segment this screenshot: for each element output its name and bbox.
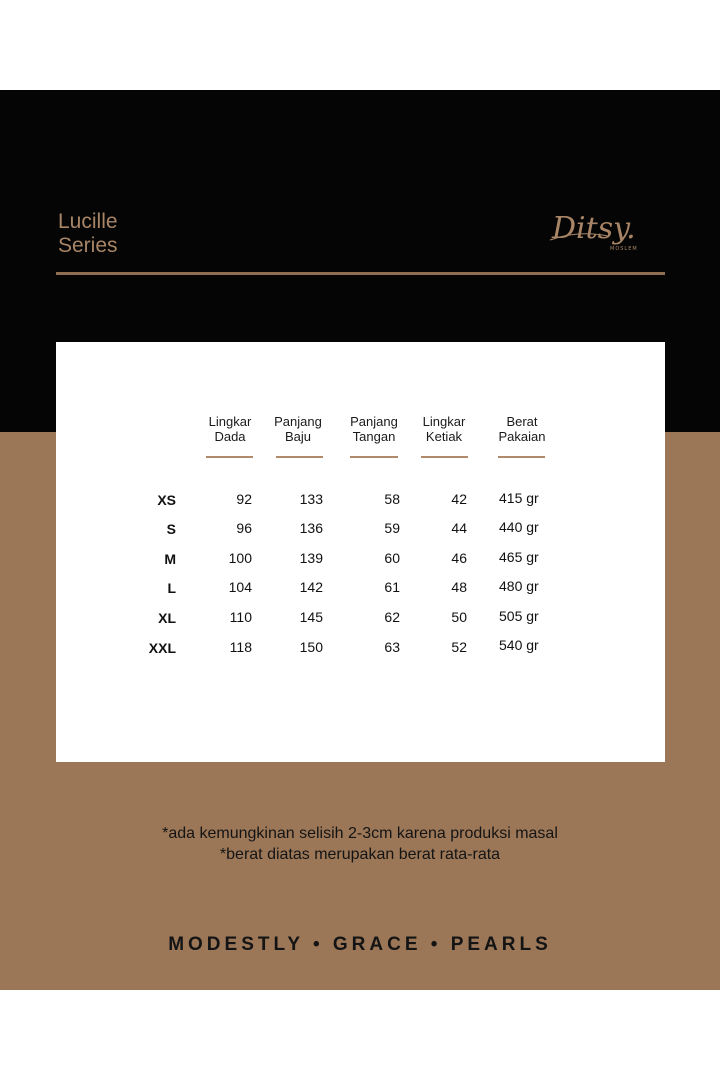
brand-tagline: MODESTLY • GRACE • PEARLS bbox=[168, 934, 552, 955]
table-cell: 110 bbox=[229, 609, 252, 625]
table-cell: 540 gr bbox=[499, 637, 539, 653]
column-header-panjang-tangan: Panjang Tangan bbox=[350, 414, 398, 444]
table-cell: 50 bbox=[451, 609, 467, 625]
column-underline bbox=[498, 456, 545, 458]
size-label-xl: XL bbox=[158, 610, 176, 626]
table-cell: 118 bbox=[229, 639, 252, 655]
table-cell: 150 bbox=[299, 639, 323, 655]
table-cell: 58 bbox=[384, 491, 400, 507]
table-cell: 48 bbox=[451, 579, 467, 595]
disclaimer-note-1: *ada kemungkinan selisih 2-3cm karena produksi masal bbox=[162, 825, 558, 842]
size-label-s: S bbox=[166, 521, 176, 537]
size-label-l: L bbox=[167, 580, 176, 596]
table-cell: 63 bbox=[384, 639, 400, 655]
series-title-line2: Series bbox=[58, 234, 118, 257]
brand-logo bbox=[548, 200, 670, 260]
table-cell: 136 bbox=[299, 520, 323, 536]
table-cell: 52 bbox=[451, 639, 467, 655]
brand-logo-wordmark: Ditsy. bbox=[552, 211, 636, 246]
table-cell: 96 bbox=[236, 520, 252, 536]
table-cell: 60 bbox=[384, 550, 400, 566]
table-cell: 44 bbox=[451, 520, 467, 536]
table-cell: 145 bbox=[299, 609, 323, 625]
table-cell: 440 gr bbox=[499, 519, 539, 535]
table-cell: 505 gr bbox=[499, 608, 539, 624]
size-label-xs: XS bbox=[157, 492, 176, 508]
column-underline bbox=[350, 456, 398, 458]
disclaimer-note-2: *berat diatas merupakan berat rata-rata bbox=[219, 846, 501, 863]
size-label-xxl: XXL bbox=[148, 640, 176, 656]
table-cell: 59 bbox=[384, 520, 400, 536]
table-cell: 42 bbox=[451, 491, 467, 507]
header-divider bbox=[56, 272, 665, 275]
column-underline bbox=[276, 456, 323, 458]
table-cell: 133 bbox=[299, 491, 323, 507]
brand-logo-subtext: MOSLEM bbox=[610, 246, 638, 252]
table-cell: 62 bbox=[384, 609, 400, 625]
column-header-panjang-baju: Panjang Baju bbox=[274, 414, 322, 444]
table-cell: 46 bbox=[451, 550, 467, 566]
column-underline bbox=[206, 456, 253, 458]
table-cell: 104 bbox=[228, 579, 252, 595]
table-cell: 465 gr bbox=[499, 549, 539, 565]
column-header-lingkar-ketiak: Lingkar Ketiak bbox=[422, 414, 466, 444]
column-underline bbox=[421, 456, 468, 458]
size-label-m: M bbox=[164, 551, 176, 567]
table-cell: 61 bbox=[384, 579, 400, 595]
table-cell: 142 bbox=[299, 579, 323, 595]
table-cell: 415 gr bbox=[499, 490, 539, 506]
table-cell: 92 bbox=[236, 491, 252, 507]
column-header-berat-pakaian: Berat Pakaian bbox=[498, 414, 546, 444]
column-header-lingkar-dada: Lingkar Dada bbox=[208, 414, 252, 444]
table-cell: 139 bbox=[299, 550, 323, 566]
table-cell: 480 gr bbox=[499, 578, 539, 594]
series-title bbox=[58, 210, 118, 258]
table-cell: 100 bbox=[228, 550, 252, 566]
series-title-line1: Lucille bbox=[58, 210, 118, 233]
disclaimer-notes bbox=[0, 823, 720, 865]
